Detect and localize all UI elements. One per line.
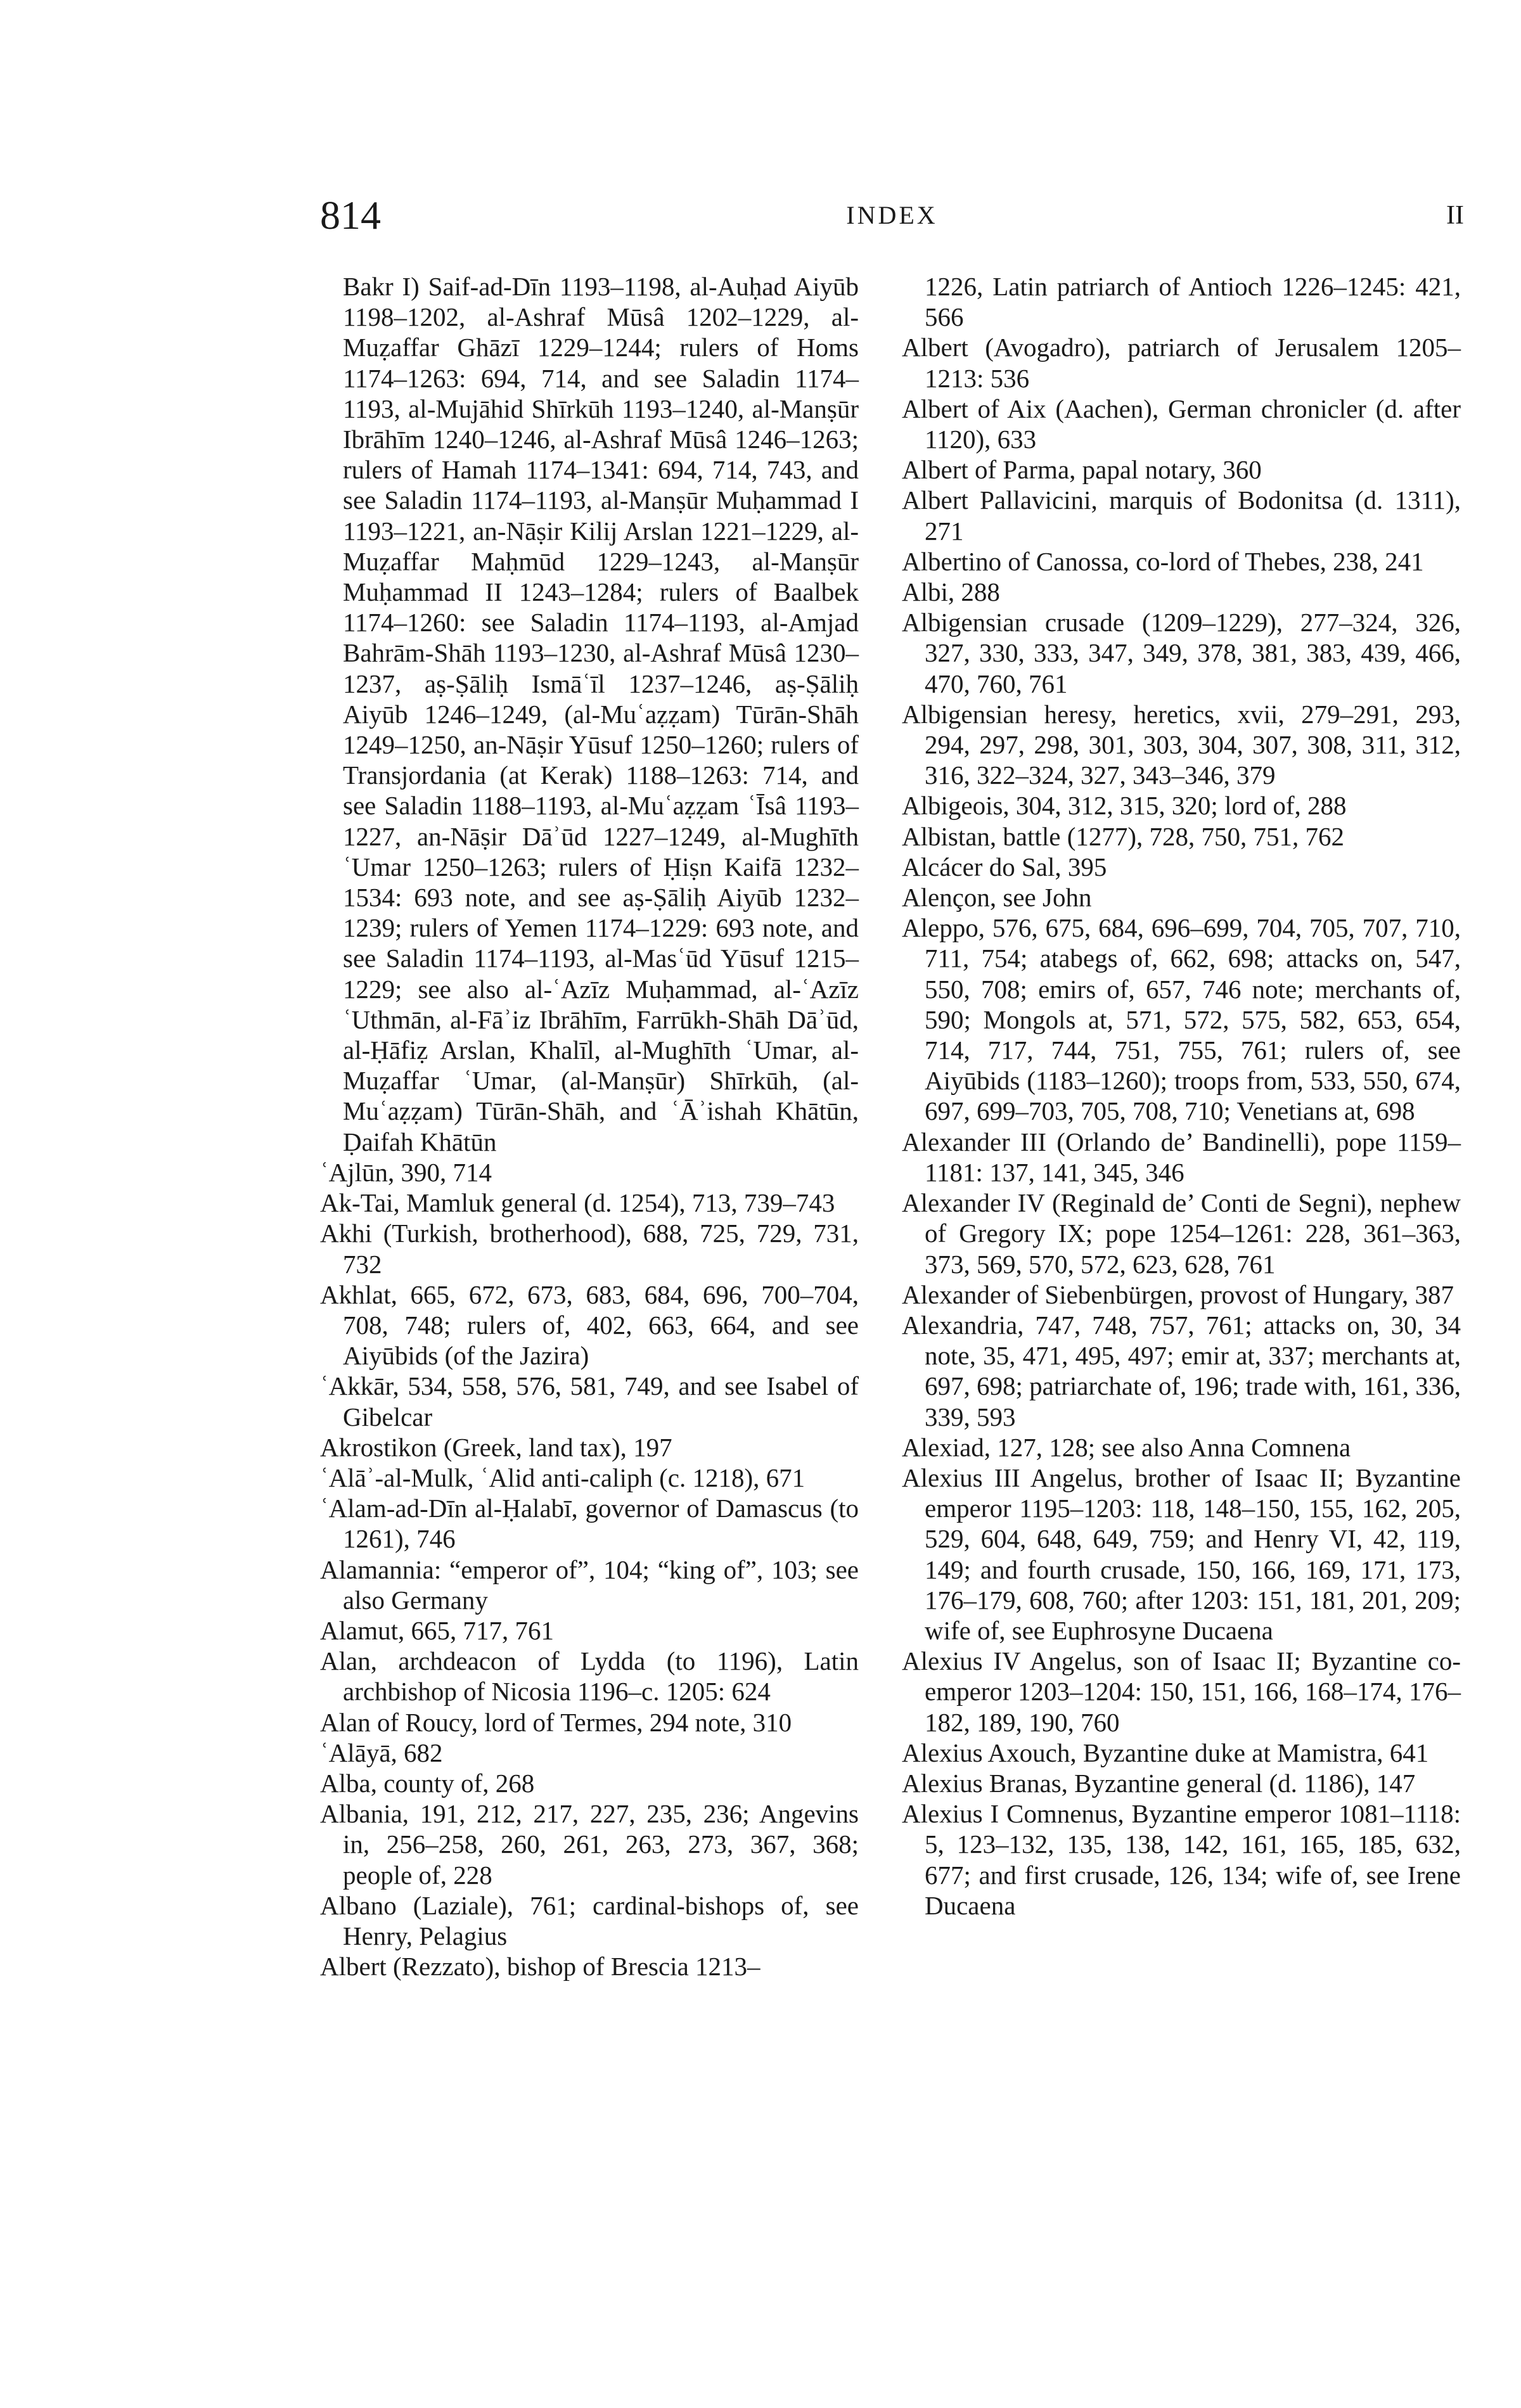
index-entry: Alamut, 665, 717, 761	[320, 1615, 554, 1645]
page-number: 814	[320, 193, 381, 238]
running-header	[320, 190, 1464, 241]
index-entry: Alexander of Siebenbürgen, provost of Hungary, 387	[902, 1279, 1454, 1309]
index-entry: Albert of Parma, papal notary, 360	[902, 455, 1262, 485]
index-entry: Albert (Rezzato), bishop of Brescia 1213–	[320, 1952, 760, 1982]
index-entry: Alençon, see John	[902, 883, 1092, 913]
index-entry: 1226, Latin patriarch of Antioch 1226–1245: 421, 566	[925, 272, 1461, 332]
index-entry: Alexius Axouch, Byzantine duke at Mamistra, 641	[902, 1738, 1429, 1767]
index-entry: Alexius Branas, Byzantine general (d. 1186), 147	[902, 1768, 1416, 1798]
index-entry: Alexius IV Angelus, son of Isaac II; Byzantine co-emperor 1203–1204: 150, 151, 166, 168–174, 176–182, 189, 190, 760	[902, 1646, 1461, 1737]
index-entry: Alexiad, 127, 128; see also Anna Comnena	[902, 1432, 1351, 1462]
index-entry: Akhlat, 665, 672, 673, 683, 684, 696, 700–704, 708, 748; rulers of, 402, 663, 664, and see Aiyūbids (of the Jazira)	[320, 1279, 859, 1371]
index-entry: ʿAkkār, 534, 558, 576, 581, 749, and see Isabel of Gibelcar	[320, 1371, 859, 1431]
index-entry: Akhi (Turkish, brotherhood), 688, 725, 729, 731, 732	[320, 1219, 859, 1279]
index-entry: Albert of Aix (Aachen), German chronicler (d. after 1120), 633	[902, 394, 1461, 454]
index-entry: Albert (Avogadro), patriarch of Jerusalem 1205–1213: 536	[902, 333, 1461, 393]
index-entry: Albi, 288	[902, 577, 1000, 607]
index-entry: Albigensian crusade (1209–1229), 277–324, 326, 327, 330, 333, 347, 349, 378, 381, 383, 439, 466, 470, 760, 761	[902, 608, 1461, 698]
index-entry: Alexander IV (Reginald de’ Conti de Segni), nephew of Gregory IX; pope 1254–1261: 228, 361–363, 373, 569, 570, 572, 623, 628, 761	[902, 1188, 1461, 1279]
index-column-left	[320, 271, 859, 1982]
index-column-right	[902, 271, 1461, 1921]
index-entry: ʿAlāʾ-al-Mulk, ʿAlid anti-caliph (c. 1218), 671	[320, 1463, 805, 1492]
index-entry: Alexius I Comnenus, Byzantine emperor 1081–1118: 5, 123–132, 135, 138, 142, 161, 165, 185, 632, 677; and first crusade, 126, 134; wife of, see Irene Ducaena	[902, 1799, 1461, 1920]
index-entry: Alamannia: “emperor of”, 104; “king of”, 103; see also Germany	[320, 1554, 859, 1615]
index-entry: Bakr I) Saif-ad-Dīn 1193–1198, al-Auḥad Aiyūb 1198–1202, al-Ashraf Mūsâ 1202–1229, al-Muẓaffar Ghāzī 1229–1244; rulers of Homs 1174–1263: 694, 714, and see Saladin 1174–1193, al-Mujāhid Shīrkūh 1193–1240, al-Manṣūr Ibrāhīm 1240–1246, al-Ashraf Mūsâ 1246–1263; rulers of Hamah 1174–1341: 694, 714, 743, and see Saladin 1174–1193, al-Manṣūr Muḥammad I 1193–1221, an-Nāṣir Kilij Arslan 1221–1229, al-Muẓaffar Maḥmūd 1229–1243, al-Manṣūr Muḥammad II 1243–1284; rulers of Baalbek 1174–1260: see Saladin 1174–1193, al-Amjad Bahrām-Shāh 1193–1230, al-Ashraf Mūsâ 1230–1237, aṣ-Ṣāliḥ Ismāʿīl 1237–1246, aṣ-Ṣāliḥ Aiyūb 1246–1249, (al-Muʿaẓẓam) Tūrān-Shāh 1249–1250, an-Nāṣir Yūsuf 1250–1260; rulers of Transjordania (at Kerak) 1188–1263: 714, and see Saladin 1188–1193, al-Muʿaẓẓam ʿĪsâ 1193–1227, an-Nāṣir Dāʾūd 1227–1249, al-Mughīth ʿUmar 1250–1263; rulers of Ḥiṣn Kaifā 1232–1534: 693 note, and see aṣ-Ṣāliḥ Aiyūb 1232–1239; rulers of Yemen 1174–1229: 693 note, and see Saladin 1174–1193, al-Masʿūd Yūsuf 1215–1229; see also al-ʿAzīz Muḥammad, al-ʿAzīz ʿUthmān, al-Fāʾiz Ibrāhīm, Farrūkh-Shāh Dāʾūd, al-Ḥāfiẓ Arslan, Khalīl, al-Mughīth ʿUmar, al-Muẓaffar ʿUmar, (al-Manṣūr) Shīrkūh, (al-Muʿaẓẓam) Tūrān-Shāh, and ʿĀʾishah Khātūn, Ḍaifah Khātūn	[343, 272, 859, 1156]
index-entry: Albistan, battle (1277), 728, 750, 751, 762	[902, 821, 1345, 851]
index-entry: Albigensian heresy, heretics, xvii, 279–291, 293, 294, 297, 298, 301, 303, 304, 307, 308, 311, 312, 316, 322–324, 327, 343–346, 379	[902, 699, 1461, 790]
index-entry: Albertino of Canossa, co-lord of Thebes, 238, 241	[902, 546, 1424, 576]
index-entry: Albano (Laziale), 761; cardinal-bishops of, see Henry, Pelagius	[320, 1890, 859, 1950]
volume-number: II	[1446, 201, 1464, 230]
index-entry: Albigeois, 304, 312, 315, 320; lord of, 288	[902, 791, 1347, 821]
index-entry: Alba, county of, 268	[320, 1768, 535, 1798]
index-entry: Alexander III (Orlando de’ Bandinelli), pope 1159–1181: 137, 141, 345, 346	[902, 1127, 1461, 1187]
index-entry: ʿAlam-ad-Dīn al-Ḥalabī, governor of Damascus (to 1261), 746	[320, 1494, 859, 1554]
index-entry: Albania, 191, 212, 217, 227, 235, 236; Angevins in, 256–258, 260, 261, 263, 273, 367, 368; people of, 228	[320, 1799, 859, 1890]
index-entry: ʿAlāyā, 682	[320, 1738, 443, 1767]
index-entry: ʿAjlūn, 390, 714	[320, 1157, 492, 1187]
index-entry: Alcácer do Sal, 395	[902, 852, 1107, 881]
index-entry: Alan, archdeacon of Lydda (to 1196), Latin archbishop of Nicosia 1196–c. 1205: 624	[320, 1646, 859, 1707]
index-entry: Ak-Tai, Mamluk general (d. 1254), 713, 739–743	[320, 1188, 835, 1218]
index-entry: Albert Pallavicini, marquis of Bodonitsa (d. 1311), 271	[902, 485, 1461, 546]
running-title: INDEX	[846, 201, 938, 229]
index-entry: Alan of Roucy, lord of Termes, 294 note, 310	[320, 1707, 792, 1737]
index-entry: Alexandria, 747, 748, 757, 761; attacks on, 30, 34 note, 35, 471, 495, 497; emir at, 337; merchants at, 697, 698; patriarchate of, 196; trade with, 161, 336, 339, 593	[902, 1310, 1461, 1431]
index-entry: Akrostikon (Greek, land tax), 197	[320, 1432, 672, 1462]
index-entry: Alexius III Angelus, brother of Isaac II; Byzantine emperor 1195–1203: 118, 148–150, 155, 162, 205, 529, 604, 648, 649, 759; and Henry VI, 42, 119, 149; and fourth crusade, 150, 166, 169, 171, 173, 176–179, 608, 760; after 1203: 151, 181, 201, 209; wife of, see Euphrosyne Ducaena	[902, 1463, 1461, 1645]
index-entry: Aleppo, 576, 675, 684, 696–699, 704, 705, 707, 710, 711, 754; atabegs of, 662, 698; attacks on, 547, 550, 708; emirs of, 657, 746 note; merchants of, 590; Mongols at, 571, 572, 575, 582, 653, 654, 714, 717, 744, 751, 755, 761; rulers of, see Aiyūbids (1183–1260); troops from, 533, 550, 674, 697, 699–703, 705, 708, 710; Venetians at, 698	[902, 913, 1461, 1126]
